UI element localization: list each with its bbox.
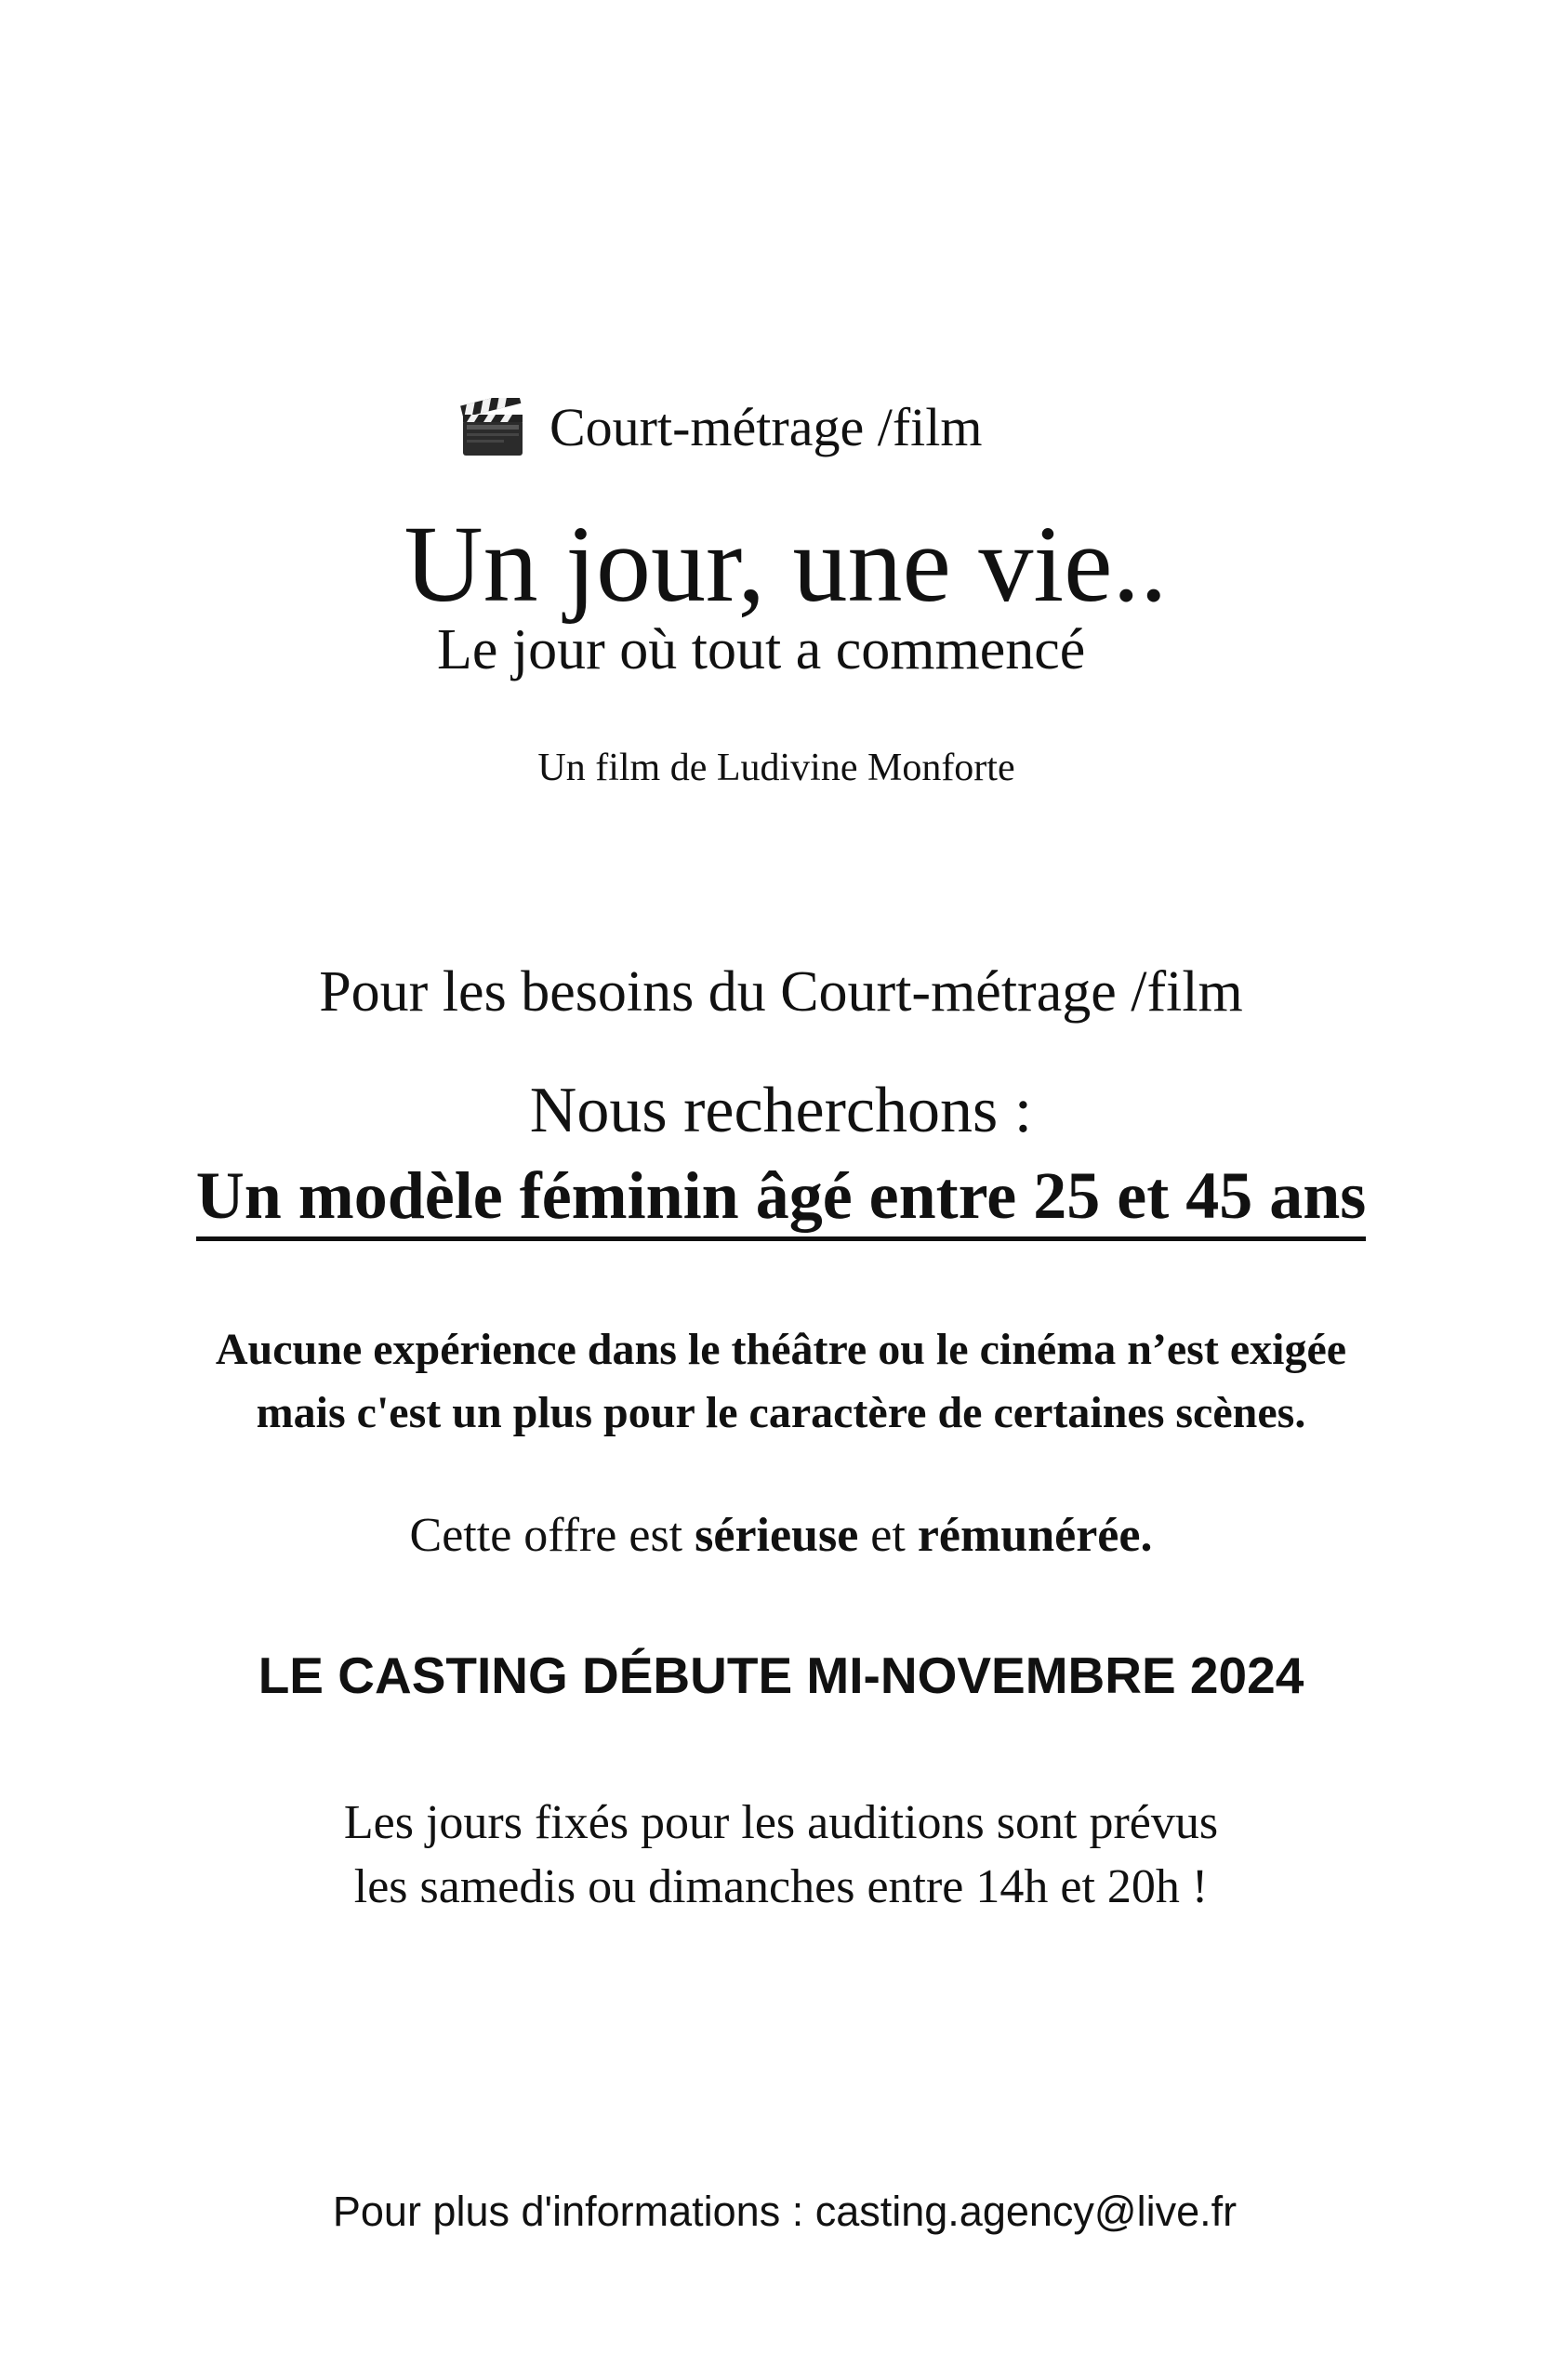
role-requirement-text: Un modèle féminin âgé entre 25 et 45 ans xyxy=(196,1158,1367,1241)
audition-schedule-line-1: Les jours fixés pour les auditions sont prévus xyxy=(343,1796,1219,1849)
experience-note-line-1: Aucune expérience dans le théâtre ou le cinéma n’est exigée xyxy=(215,1325,1347,1374)
director-credit: Un film de Ludivine Monforte xyxy=(537,747,1015,789)
audition-schedule-line-2: les samedis ou dimanches entre 14h et 20h ! xyxy=(353,1860,1209,1913)
category-label: Court-métrage /film xyxy=(549,397,983,457)
role-requirement xyxy=(0,1158,1562,1233)
offer-statement xyxy=(0,1509,1562,1562)
experience-note-line-2: mais c'est un plus pour le caractère de certaines scènes. xyxy=(256,1388,1306,1437)
clapperboard-icon xyxy=(460,398,525,457)
offer-serious: sérieuse xyxy=(695,1509,859,1562)
offer-prefix: Cette offre est xyxy=(409,1509,695,1562)
contact-information: Pour plus d'informations : casting.agency@live.fr xyxy=(332,2188,1238,2235)
casting-start-announcement: LE CASTING DÉBUTE MI-NOVEMBRE 2024 xyxy=(258,1646,1304,1704)
offer-connector: et xyxy=(858,1509,918,1562)
project-needs-text: Pour les besoins du Court-métrage /film xyxy=(319,960,1243,1024)
seeking-heading: Nous recherchons : xyxy=(529,1075,1033,1146)
film-title: Un jour, une vie.. xyxy=(404,503,1168,625)
offer-paid: rémunérée. xyxy=(917,1509,1153,1562)
film-category xyxy=(460,395,982,460)
film-subtitle: Le jour où tout a commencé xyxy=(437,618,1086,681)
